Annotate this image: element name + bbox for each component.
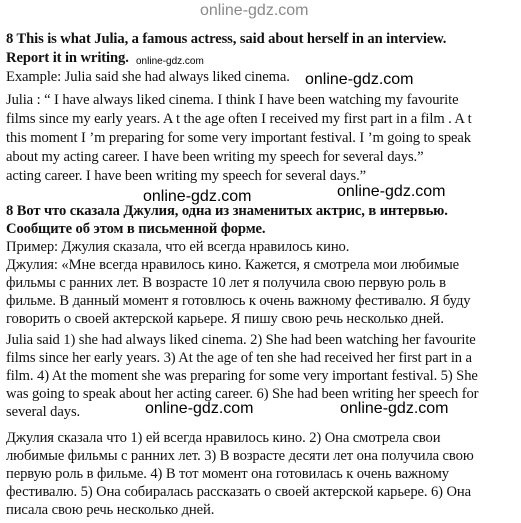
watermark-small: online-gdz.com <box>136 56 204 67</box>
answer-ru-line-2: любимые фильмы с ранних лет. 3) В возрасте десяти лет она получила свою <box>6 448 474 464</box>
watermark-4: online-gdz.com <box>145 400 254 417</box>
english-heading-line-1: 8 This is what Julia, a famous actress, said about herself in an interview. <box>6 31 447 47</box>
answer-ru-line-1: Джулия сказала что 1) ей всегда нравилось кино. 2) Она смотрела свои <box>6 430 441 446</box>
answer-ru-line-4: фестивалю. 5) Она собиралась рассказать о своей актерской карьере. 6) Она <box>6 484 472 500</box>
answer-en-line-4: was going to speak about her acting career. 6) She had been writing her speech for <box>6 386 479 402</box>
english-example: Example: Julia said she had always liked cinema. <box>6 69 290 85</box>
watermark-2: online-gdz.com <box>143 188 252 205</box>
russian-example: Пример: Джулия сказала, что ей всегда нравилось кино. <box>6 239 350 255</box>
english-text-line-5: acting career. I have been writing my speech for several days.” <box>6 168 366 184</box>
answer-en-line-1: Julia said 1) she had always liked cinema. 2) She had been watching her favourite <box>6 332 476 348</box>
answer-ru-line-5: писала свою речь несколько дней. <box>6 502 215 518</box>
russian-text-line-1: Джулия: «Мне всегда нравилось кино. Кажется, я смотрела мои любимые <box>6 257 460 273</box>
russian-text-line-2: фильмы с ранних лет. В возрасте 10 лет я получила свою первую роль в <box>6 275 446 291</box>
russian-text-line-3: фильме. В данный момент я готовлюсь к очень важному фестивалю. Я буду <box>6 293 471 309</box>
answer-en-line-5: several days. <box>6 404 81 420</box>
english-text-line-4: about my acting career. I have been writing my speech for several days.” <box>6 149 424 165</box>
watermark-1: online-gdz.com <box>305 71 414 88</box>
answer-en-line-2: films since her early years. 3) At the age of ten she had received her first part in a <box>6 350 472 366</box>
watermark-3: online-gdz.com <box>337 183 446 200</box>
english-text-line-2: films since my early years. A t the age often I received my first part in a film . A t <box>6 111 472 127</box>
answer-en-line-3: film. 4) At the moment she was preparing for some very important festival. 5) She <box>6 368 478 384</box>
english-text-line-1: Julia : “ I have always liked cinema. I think I have been watching my favourite <box>6 92 459 108</box>
english-text-line-3: this moment I ’m preparing for some very important festival. I ’m going to speak <box>6 130 471 146</box>
answer-ru-line-3: первую роль в фильме. 4) В тот момент она готовилась к очень важному <box>6 466 449 482</box>
russian-heading-line-1: 8 Вот что сказала Джулия, одна из знаменитых актрис, в интервью. <box>6 203 448 219</box>
watermark-5: online-gdz.com <box>340 400 449 417</box>
russian-text-line-4: говорить о своей актерской карьере. Я пишу свою речь несколько дней. <box>6 311 444 327</box>
russian-heading-line-2: Сообщите об этом в письменной форме. <box>6 221 266 237</box>
english-heading-line-2: Report it in writing. <box>6 50 129 66</box>
watermark-top: online-gdz.com <box>200 2 309 19</box>
